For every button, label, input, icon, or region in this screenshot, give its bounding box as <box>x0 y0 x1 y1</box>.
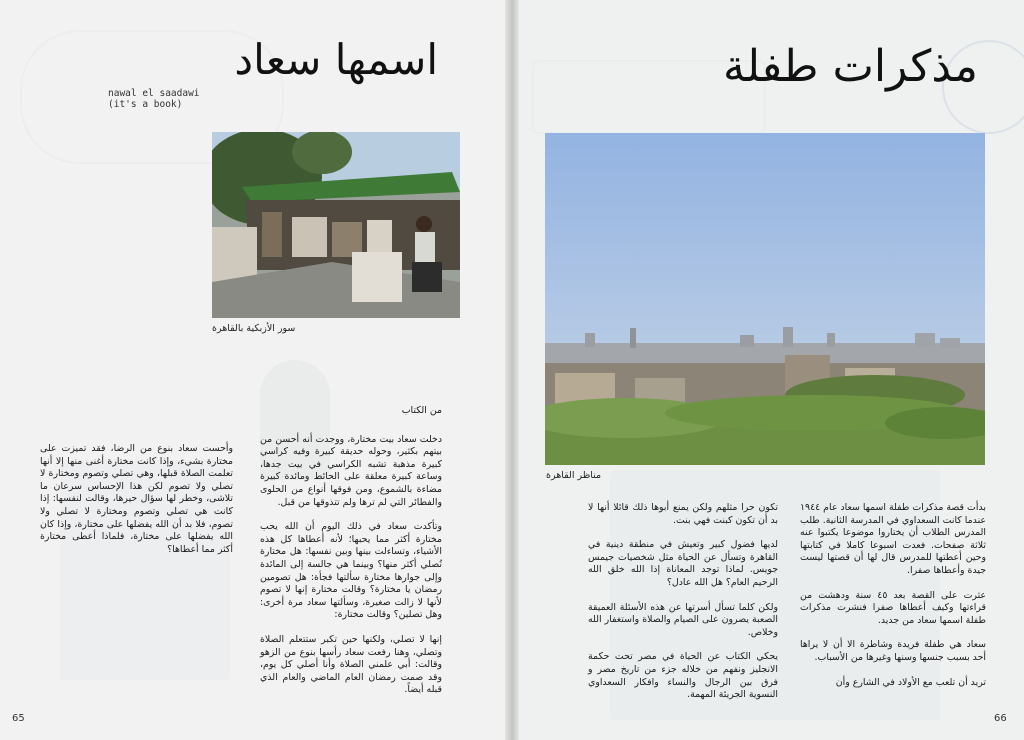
section-heading: من الكتاب <box>401 405 442 416</box>
book-gutter <box>505 0 519 740</box>
paragraph: وأحست سعاد بنوع من الرضا، فقد تميزت على مختارة بشيء، وإذا كانت مختارة أغنى منها إلا أنها تعلمت الصلاة قبلها، وهي تصلي وتصوم ومختارة لا تصلي ولا تصوم لكن هذا الإحساس سرعان ما تلاشى، وخطر لها سؤال حيرها، وقالت لنفسها: إذا كانت هي تصلي وتصوم ومختارة لا تصلي ولا تصوم، فلا بد أن الله يفضلها على مختارة، وإذا كان الله يفضلها على مختارة، فلماذا أعطى مختارة أكثر مما أعطاها؟ <box>40 443 233 555</box>
page-number: 65 <box>12 713 25 724</box>
photo-caption: سور الأزبكية بالقاهرة <box>212 323 296 334</box>
text-column-right <box>800 502 986 701</box>
paragraph: ولكن كلما تسأل أسرتها عن هذه الأسئلة العميقة الصعبة يصرون على الصيام والصلاة واستغفار الله وخلاص. <box>588 601 778 638</box>
paragraph: لديها فضول كبير وتعيش في منطقة دينية في القاهرة وتسأل عن الحياة مثل شخصيات جيمس جويس. لماذا توجد المعاناة إذا الله خلق الله الرحيم العام؟ هل الله عادل؟ <box>588 539 778 588</box>
paragraph: تريد أن تلعب مع الأولاد في الشارع وأن <box>835 676 986 688</box>
paragraph: إنها لا تصلي، ولكنها حين تكبر ستتعلم الصلاة وتصلي، وهنا رفعت سعاد رأسها بنوع من الزهو وقالت: أبي علمني الصلاة وأنا أصلي كل يوم، وقد صمت رمضان العام الماضي والعام الذي قبله أيضاً. <box>260 633 442 696</box>
book-note: (it's a book) <box>108 99 183 110</box>
page-title: مذكرات طفلة <box>723 41 978 92</box>
paragraph: عثرت على القصة بعد ٤٥ سنة ودهشت من قراءتها وكيف أعطاها صفرا فنشرت مذكرات طفلة اسمها سعاد من جديد. <box>800 589 986 626</box>
paragraph: تكون حرا مثلهم ولكن يمنع أبوها ذلك قائلا أنها لا بد أن تكون كبنت فهي بنت. <box>588 502 778 526</box>
photo-book-market <box>212 132 460 318</box>
text-column-left <box>588 502 778 714</box>
right-page <box>512 0 1024 740</box>
author-name: nawal el saadawi <box>108 88 200 99</box>
paragraph: يحكي الكتاب عن الحياة في مصر تحت حكمة الانجليز ونفهم من خلاله جزء من تاريخ مصر و فرق بين الرجال والنساء وافكار السعداوي النسوية الجريئة المهمة. <box>588 651 778 701</box>
paragraph: سعاد هي طفلة فريدة وشاطرة الا أن لا يراها أحد بسبب جنسها وسنها وغيرها من الأسباب. <box>800 639 986 663</box>
text-column-left <box>40 443 233 568</box>
paragraph: دخلت سعاد بيت مختارة، ووجدت أنه أحسن من بيتهم بكثير، وحوله حديقة كبيرة وفيه كراسي كبيرة مذهبة تشبه الكراسي في بيت جدها، وساعة كبيرة معلقة على الحائط ومائدة كبيرة مضاءة بالشموع، ومن فوقها أنواع من الحلوى والفطائر التي لم ترها ولم تتذوقها من قبل. <box>260 433 442 508</box>
photo-cairo-skyline <box>545 133 985 465</box>
left-page <box>0 0 510 740</box>
text-column-right <box>260 405 442 709</box>
page-title: اسمها سعاد <box>234 35 438 84</box>
photo-caption: مناظر القاهرة <box>546 470 602 481</box>
paragraph: بدأت قصة مذكرات طفلة اسمها سعاد عام ١٩٤٤ عندما كانت السعداوي في المدرسة الثانية. طلب المدرس الطلاب أن يختاروا موضوعا يكتبوا عنه ثلاثة صفحات. فعدت اسبوعا كاملا في كتابتها وحين أعطتها للمدرس قال لها أن قصتها ليست جيدة وأعطاها صفرا. <box>800 502 986 576</box>
page-number: 66 <box>994 713 1007 724</box>
paragraph: وتأكدت سعاد في ذلك اليوم أن الله يحب مختارة أكثر مما يحبها؛ لأنه أعطاها كل هذه الأشياء، وتساءلت بينها وبين نفسها: هل مختارة تُصلي أكثر منها؟ وبينما هي جالسة إلى المائدة وإلى جوارها مختارة سألتها فجأة: هل تصومين رمضان يا مختارة؟ وقالت مختارة إنها لا تصوم لأنها لا زالت صغيرة، وسألتها سعاد مرة أخرى: وهل تصلين؟ وقالت مختارة: <box>260 521 442 621</box>
